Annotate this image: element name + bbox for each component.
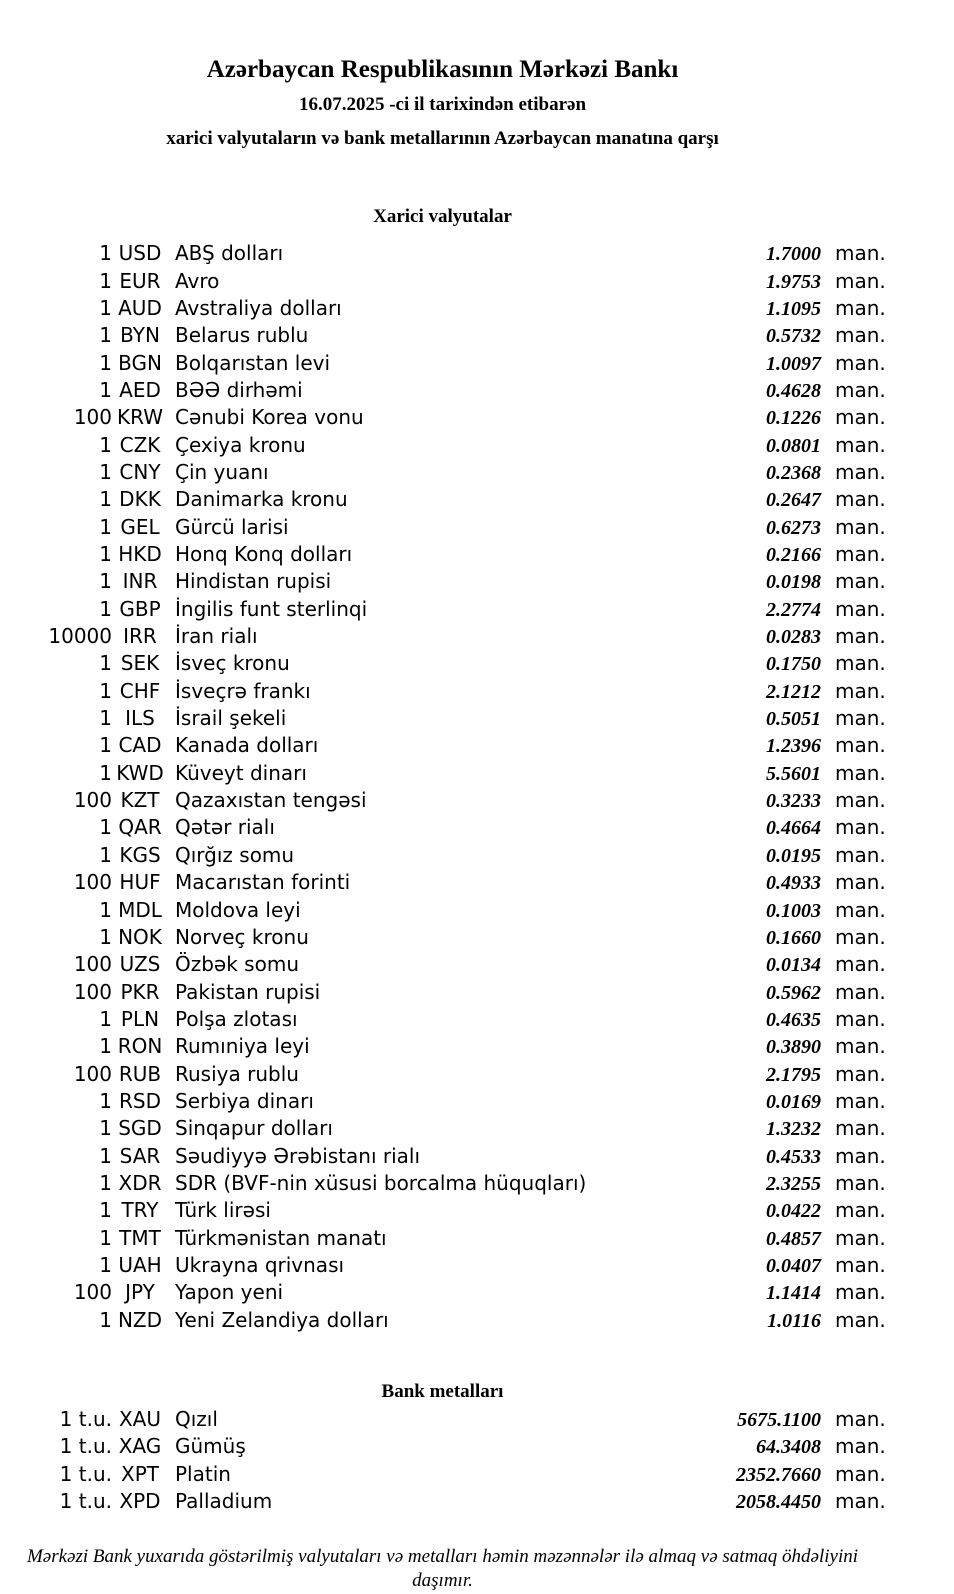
currency-quantity: 1 [99,924,112,949]
currency-unit-label: man. [835,870,886,895]
effective-date-line: 16.07.2025 -ci il tarixindən etibarən [298,94,587,116]
currency-code: CHF [119,678,161,703]
currency-rate: 2.1795 [766,1063,821,1086]
currency-code: JPY [125,1280,155,1305]
currency-name: İsveç kronu [175,651,290,676]
currency-name: Yeni Zelandiya dolları [175,1307,389,1332]
currency-rate: 1.0097 [766,352,821,375]
currency-rate: 0.1750 [766,653,821,676]
currency-quantity: 1 [99,1198,112,1223]
currency-quantity: 1 [99,241,112,266]
currency-unit-label: man. [835,1307,886,1332]
currency-quantity: 1 [99,542,112,567]
metal-code: XAU [118,1407,162,1431]
currency-unit-label: man. [835,815,886,840]
currency-quantity: 1 [99,1143,112,1168]
currency-quantity: 100 [73,405,112,430]
currency-code: TRY [121,1198,159,1223]
currency-row [0,404,885,431]
currency-row [0,650,885,677]
currency-rate: 0.1660 [766,926,821,949]
currency-row [0,1088,885,1115]
currency-code: QAR [118,815,162,840]
currency-unit-label: man. [835,979,886,1004]
currency-unit-label: man. [835,1170,886,1195]
currency-quantity: 1 [99,268,112,293]
currency-rate: 0.0195 [766,844,821,867]
currency-rate: 1.1414 [766,1282,821,1305]
currency-quantity: 100 [73,1061,112,1086]
currency-row [0,268,885,295]
currency-quantity: 1 [99,706,112,731]
currency-code: KWD [116,760,164,785]
currency-rate: 0.5051 [766,708,821,731]
currency-name: Qırğız somu [175,842,295,867]
currency-code: MDL [118,897,162,922]
currency-code: KGS [119,842,161,867]
currency-rate: 1.2396 [766,735,821,758]
currency-name: Hindistan rupisi [175,569,332,594]
currency-name: Türkmənistan manatı [175,1225,387,1250]
currency-unit-label: man. [835,678,886,703]
currency-rate: 0.2647 [766,489,821,512]
currency-unit-label: man. [835,897,886,922]
currency-rate: 0.0801 [766,434,821,457]
currency-rate: 1.3232 [766,1118,821,1141]
currency-quantity: 100 [73,788,112,813]
currency-quantity: 10000 [48,624,112,649]
currency-code: UZS [119,952,161,977]
currency-code: SEK [120,651,160,676]
currency-name: Belarus rublu [175,323,309,348]
currency-row [0,760,885,787]
currency-row [0,295,885,322]
currency-unit-label: man. [835,1006,886,1031]
currency-row [0,459,885,486]
currency-unit-label: man. [835,1088,886,1113]
currency-code: TMT [119,1225,161,1250]
currency-quantity: 1 [99,295,112,320]
currency-row [0,979,885,1006]
currency-code: IRR [123,624,157,649]
currency-quantity: 1 [99,1116,112,1141]
currency-quantity: 100 [73,1280,112,1305]
currency-unit-label: man. [835,241,886,266]
currency-rate: 0.1226 [766,407,821,430]
currency-row [0,596,885,623]
currency-quantity: 1 [99,350,112,375]
currency-quantity: 100 [73,870,112,895]
currency-unit-label: man. [835,1034,886,1059]
obligation-footer-note: Mərkəzi Bank yuxarıda göstərilmiş valyutaları və metalları həmin məzənnələr ilə almaq və satmaq öhdəliyini daşımır. [26,1546,859,1592]
currency-quantity: 100 [73,952,112,977]
currency-row [0,1225,885,1252]
currency-unit-label: man. [835,323,886,348]
currency-quantity: 1 [99,596,112,621]
metal-rate: 5675.1100 [737,1409,821,1431]
currency-name: Yapon yeni [175,1280,284,1305]
currency-code: RUB [118,1061,162,1086]
currency-code: DKK [119,487,161,512]
currency-rate: 0.0198 [766,571,821,594]
currency-row [0,951,885,978]
currency-unit-label: man. [835,542,886,567]
currency-unit-label: man. [835,350,886,375]
currency-rate: 0.2166 [766,544,821,567]
currency-code: KRW [117,405,163,430]
currency-code: SAR [119,1143,161,1168]
currency-rate: 0.0283 [766,626,821,649]
currency-name: Küveyt dinarı [175,760,307,785]
currency-row [0,787,885,814]
currency-code: GEL [120,514,160,539]
metal-row [0,1433,885,1460]
currency-unit-label: man. [835,733,886,758]
currency-rate: 5.5601 [766,762,821,785]
currency-unit-label: man. [835,1116,886,1141]
currency-rate: 0.2368 [766,462,821,484]
currency-row [0,814,885,841]
currency-quantity: 1 [99,733,112,758]
currency-unit-label: man. [835,460,886,484]
currency-rate: 0.4628 [766,379,821,402]
currency-row [0,1061,885,1088]
currency-unit-label: man. [835,924,886,949]
metal-row [0,1406,885,1433]
currency-name: Türk lirəsi [175,1198,271,1223]
metal-name: Qızıl [175,1407,218,1431]
currency-unit-label: man. [835,405,886,430]
currency-row [0,486,885,513]
currency-quantity: 1 [99,432,112,457]
currency-name: İsrail şekeli [175,706,287,731]
currency-unit-label: man. [835,1252,886,1277]
currency-unit-label: man. [835,1198,886,1223]
currency-quantity: 1 [99,1225,112,1250]
currency-rate: 2.3255 [766,1172,821,1195]
currency-rate: 0.4635 [766,1008,821,1031]
currency-row [0,678,885,705]
currency-row [0,1252,885,1279]
metal-quantity: 1 t.u. [59,1489,112,1514]
currency-name: Çin yuanı [175,460,269,484]
currency-name: SDR (BVF-nin xüsusi borcalma hüquqları) [175,1170,587,1195]
currency-code: XDR [118,1170,162,1195]
metal-code: XPT [121,1461,159,1486]
currency-rate: 0.6273 [766,516,821,539]
metal-name: Palladium [175,1489,273,1514]
currency-code: UAH [118,1252,162,1277]
currency-unit-label: man. [835,706,886,731]
metal-rate: 2352.7660 [736,1463,821,1486]
currency-code: HUF [119,870,161,895]
currency-unit-label: man. [835,624,886,649]
currency-quantity: 1 [99,1252,112,1277]
currency-code: USD [118,241,162,266]
currency-code: SGD [118,1116,162,1141]
currency-name: İran rialı [175,624,258,649]
page-title: Azərbaycan Respublikasının Mərkəzi Bankı [206,56,679,83]
currency-row [0,924,885,951]
currency-name: Rumıniya leyi [175,1034,310,1059]
currency-code: CNY [119,460,161,484]
currency-row [0,514,885,541]
currency-quantity: 1 [99,460,112,484]
currency-name: Serbiya dinarı [175,1088,314,1113]
currency-name: Honq Konq dolları [175,542,353,567]
currency-row [0,1197,885,1224]
currency-row [0,1033,885,1060]
currency-code: PKR [120,979,160,1004]
currency-rate: 0.0407 [766,1254,821,1277]
currency-code: KZT [120,788,160,813]
currency-row [0,1307,885,1334]
currency-unit-label: man. [835,377,886,402]
currency-unit-label: man. [835,842,886,867]
currency-row [0,1279,885,1306]
currency-rate: 2.1212 [766,680,821,703]
currency-row [0,240,885,267]
currency-code: NOK [118,924,162,949]
currency-code: ILS [125,706,155,731]
metal-unit-label: man. [835,1489,886,1514]
currency-code: RON [117,1034,163,1059]
currency-unit-label: man. [835,651,886,676]
section-heading-currencies: Xarici valyutalar [373,206,512,228]
currency-rate: 1.1095 [766,297,821,320]
currency-row [0,705,885,732]
currency-name: Danimarka kronu [175,487,348,512]
currency-row [0,897,885,924]
currency-name: Avro [175,268,220,293]
currency-row [0,541,885,568]
currency-rate: 0.0134 [766,954,821,977]
metals-table [0,1406,885,1515]
currency-name: Norveç kronu [175,924,309,949]
currency-quantity: 1 [99,1034,112,1059]
currency-rate: 0.5732 [766,325,821,348]
currency-code: HKD [118,542,162,567]
currency-rate: 0.5962 [766,981,821,1004]
currency-table [0,240,885,1334]
currency-rate: 0.1003 [766,899,821,922]
currency-quantity: 100 [73,979,112,1004]
currency-unit-label: man. [835,596,886,621]
currency-code: GBP [119,596,161,621]
currency-rate: 1.7000 [766,243,821,266]
currency-rate: 0.4857 [766,1227,821,1250]
currency-unit-label: man. [835,514,886,539]
currency-name: Avstraliya dolları [175,295,342,320]
currency-name: Özbək somu [175,952,299,977]
currency-row [0,568,885,595]
currency-unit-label: man. [835,569,886,594]
currency-name: Qətər rialı [175,815,275,840]
currency-rate: 0.3233 [766,790,821,813]
currency-unit-label: man. [835,487,886,512]
metal-unit-label: man. [835,1434,886,1459]
currency-unit-label: man. [835,1280,886,1305]
currency-rate: 0.4933 [766,872,821,895]
section-heading-metals: Bank metalları [381,1381,504,1402]
currency-name: Macarıstan forinti [175,870,351,895]
currency-unit-label: man. [835,1061,886,1086]
currency-code: AED [119,377,161,402]
currency-unit-label: man. [835,268,886,293]
metal-rate: 2058.4450 [736,1491,821,1514]
currency-name: BƏƏ dirhəmi [175,377,303,402]
currency-quantity: 1 [99,1088,112,1113]
currency-code: CAD [118,733,162,758]
metal-quantity: 1 t.u. [59,1461,112,1486]
currency-name: Polşa zlotası [175,1006,298,1031]
metal-code: XAG [118,1434,162,1459]
currency-unit-label: man. [835,432,886,457]
currency-quantity: 1 [99,815,112,840]
currency-row [0,322,885,349]
currency-name: Sinqapur dolları [175,1116,333,1141]
currency-quantity: 1 [99,760,112,785]
currency-quantity: 1 [99,678,112,703]
currency-code: CZK [119,432,161,457]
currency-code: BGN [118,350,162,375]
currency-quantity: 1 [99,1006,112,1031]
currency-unit-label: man. [835,952,886,977]
currency-name: ABŞ dolları [175,241,284,266]
currency-row [0,869,885,896]
currency-unit-label: man. [835,1225,886,1250]
currency-rate: 0.4664 [766,817,821,840]
currency-name: Gürcü larisi [175,514,289,539]
currency-code: PLN [120,1006,160,1031]
currency-row [0,732,885,759]
metal-rate: 64.3408 [756,1436,821,1459]
currency-rate: 1.9753 [766,270,821,293]
currency-code: NZD [117,1307,163,1332]
currency-rate: 2.2774 [766,598,821,621]
currency-quantity: 1 [99,842,112,867]
metal-quantity: 1 t.u. [59,1434,112,1459]
currency-name: Ukrayna qrivnası [175,1252,345,1277]
currency-unit-label: man. [835,1143,886,1168]
currency-name: Cənubi Korea vonu [175,405,364,430]
currency-name: Pakistan rupisi [175,979,321,1004]
currency-unit-label: man. [835,788,886,813]
currency-row [0,377,885,404]
currency-row [0,842,885,869]
currency-name: Moldova leyi [175,897,301,922]
currency-name: İngilis funt sterlinqi [175,596,368,621]
currency-row [0,1006,885,1033]
currency-name: İsveçrə frankı [175,678,311,703]
currency-code: INR [122,569,158,594]
currency-code: BYN [120,323,160,348]
currency-name: Rusiya rublu [175,1061,299,1086]
currency-rate: 0.0422 [766,1200,821,1223]
currency-quantity: 1 [99,651,112,676]
currency-row [0,1115,885,1142]
metal-name: Gümüş [175,1434,246,1459]
currency-row [0,1170,885,1197]
currency-unit-label: man. [835,760,886,785]
currency-quantity: 1 [99,514,112,539]
currency-row [0,350,885,377]
currency-name: Səudiyyə Ərəbistanı rialı [175,1143,421,1168]
currency-rate: 0.3890 [766,1036,821,1059]
currency-quantity: 1 [99,377,112,402]
currency-code: EUR [119,268,161,293]
currency-rate: 1.0116 [767,1309,821,1332]
currency-unit-label: man. [835,295,886,320]
currency-quantity: 1 [99,323,112,348]
metal-row [0,1488,885,1515]
currency-name: Bolqarıstan levi [175,350,331,375]
currency-quantity: 1 [99,487,112,512]
currency-rate: 0.0169 [766,1090,821,1113]
currency-quantity: 1 [99,1307,112,1332]
metal-unit-label: man. [835,1461,886,1486]
currency-row [0,623,885,650]
currency-name: Kanada dolları [175,733,319,758]
metal-unit-label: man. [835,1407,886,1431]
metal-row [0,1461,885,1488]
currency-quantity: 1 [99,897,112,922]
currency-code: RSD [119,1088,161,1113]
currency-name: Qazaxıstan tengəsi [175,788,367,813]
currency-row [0,432,885,459]
metal-name: Platin [175,1461,231,1486]
currency-rate: 0.4533 [766,1145,821,1168]
currency-quantity: 1 [99,1170,112,1195]
page-subtitle: xarici valyutaların və bank metallarının Azərbaycan manatına qarşı [166,128,719,150]
currency-code: AUD [118,295,162,320]
metal-quantity: 1 t.u. [59,1407,112,1431]
metal-code: XPD [119,1489,161,1514]
currency-row [0,1143,885,1170]
currency-name: Çexiya kronu [175,432,306,457]
currency-quantity: 1 [99,569,112,594]
